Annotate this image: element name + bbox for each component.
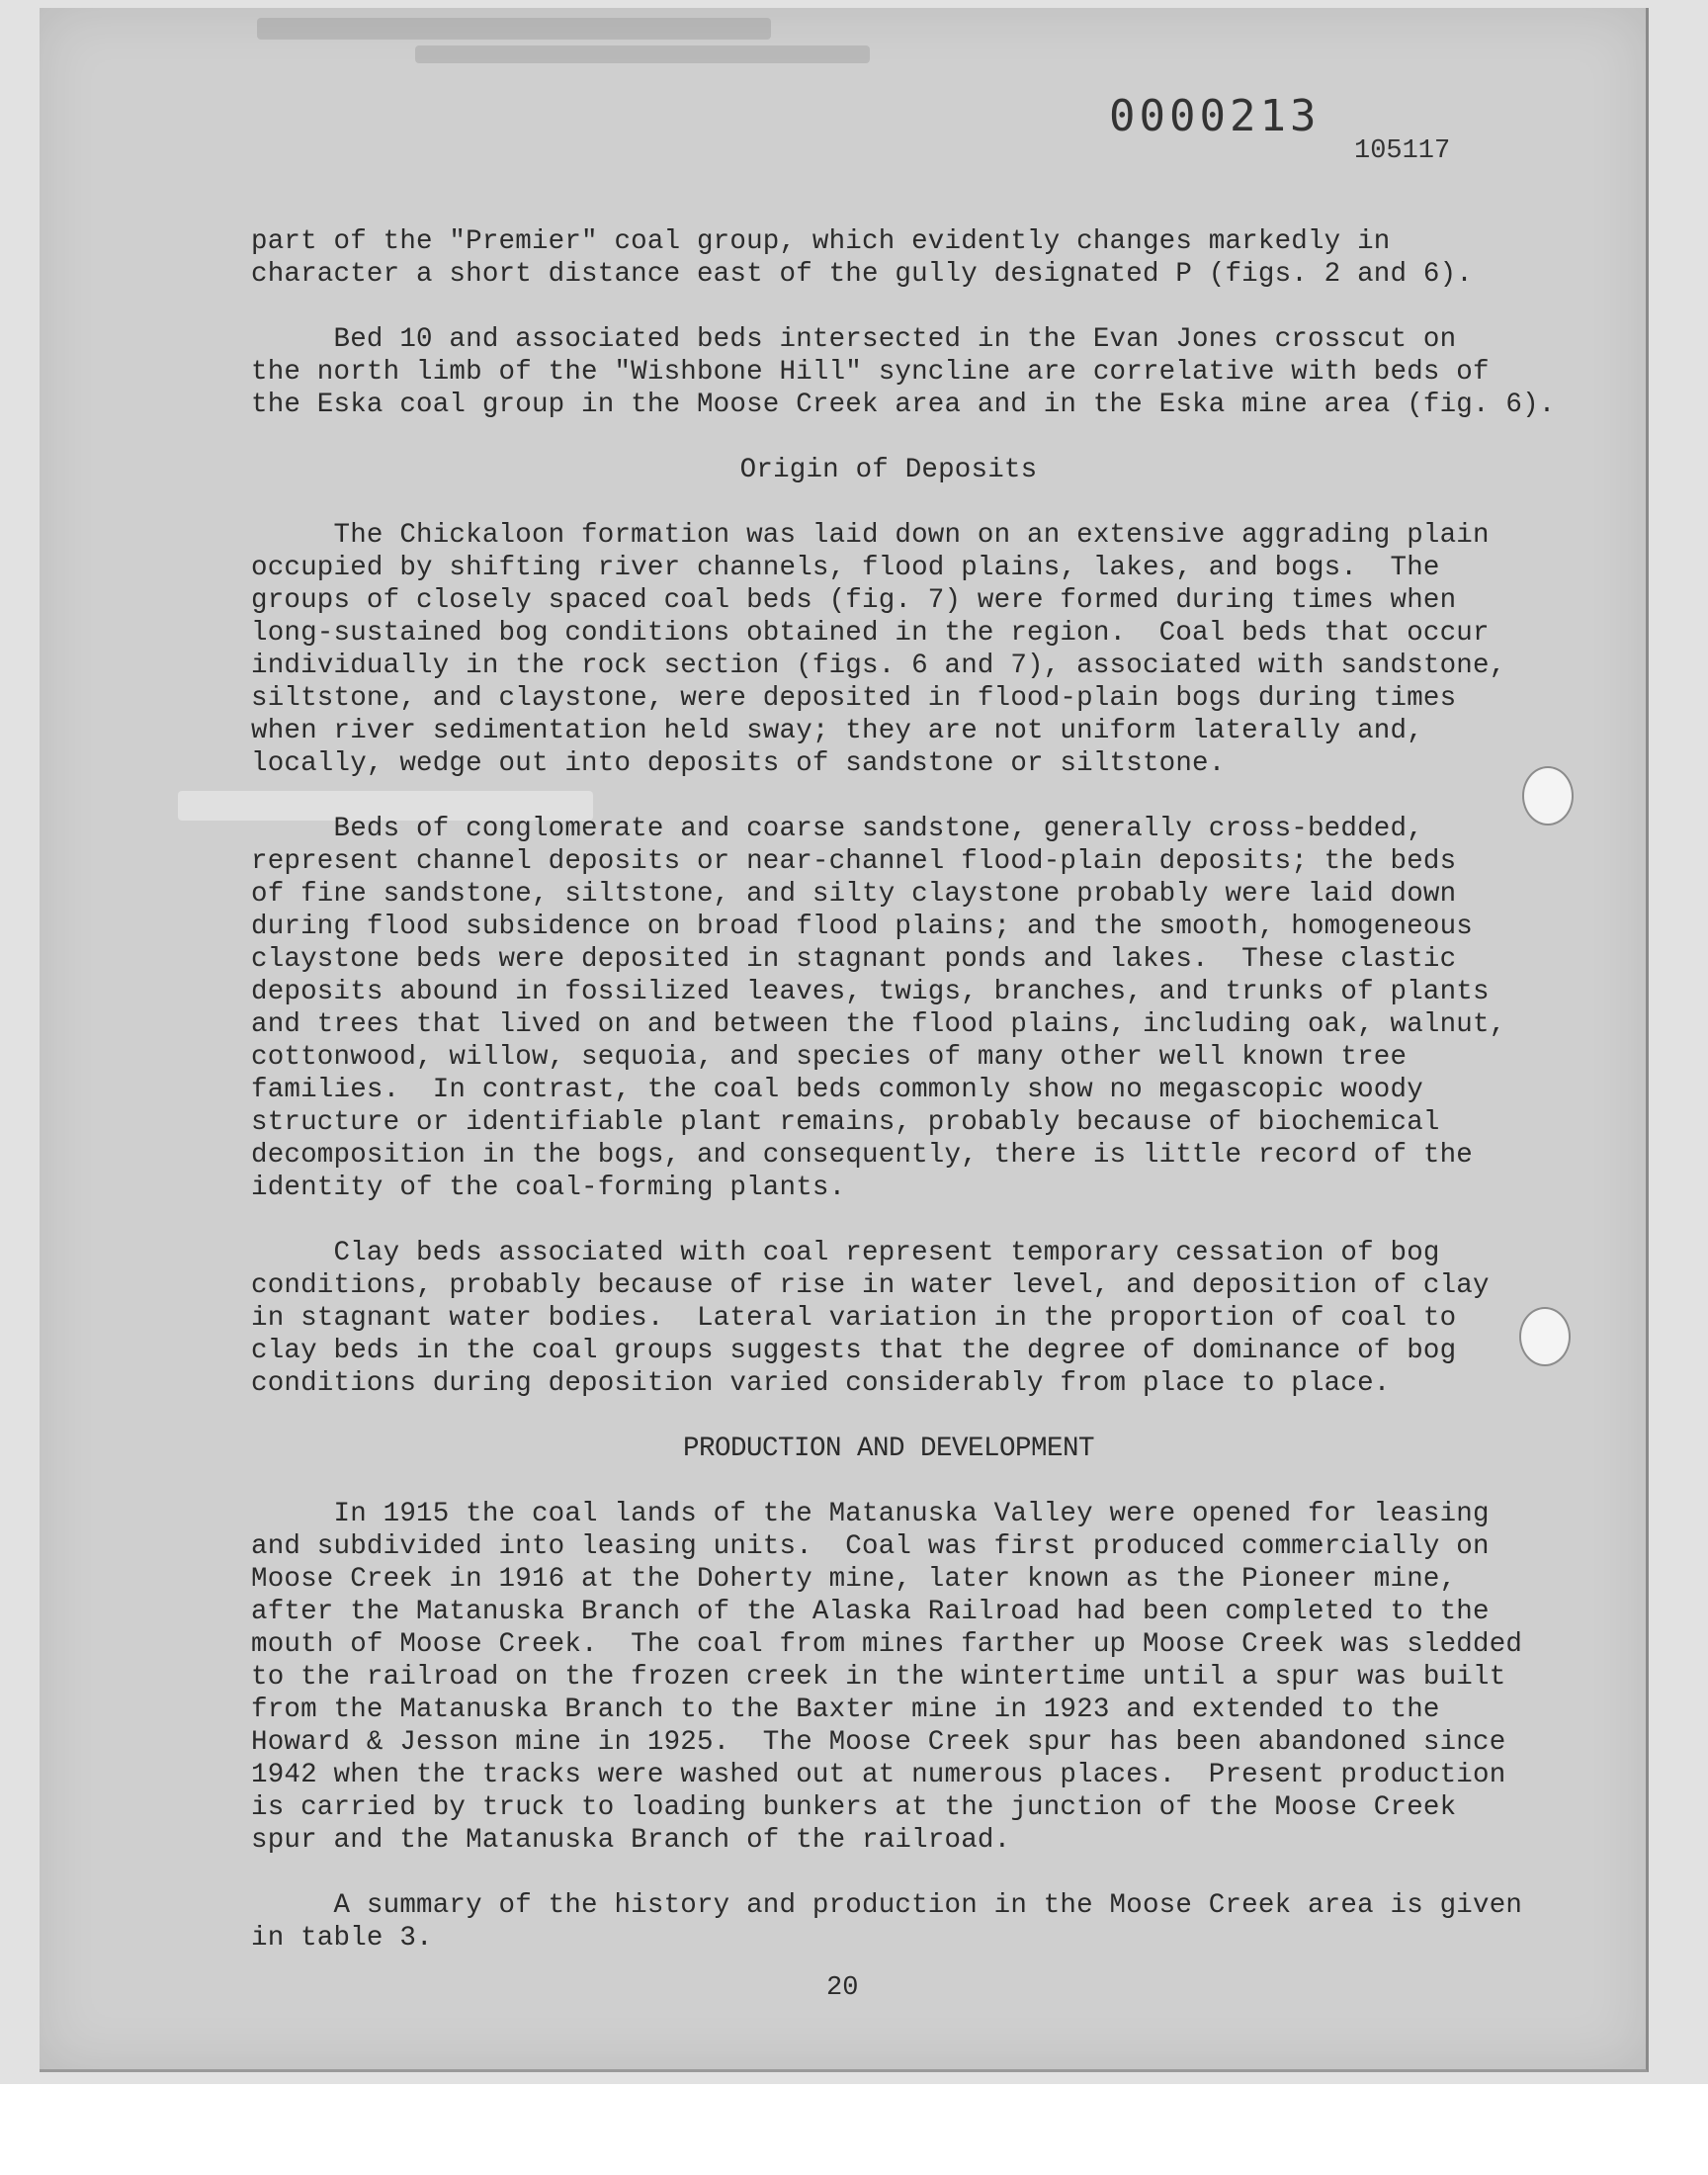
text-line: A summary of the history and production in the Moose Creek area is given — [251, 1890, 1523, 1921]
reference-number: 105117 — [1354, 136, 1451, 166]
text-line: spur and the Matanuska Branch of the railroad. — [251, 1825, 1011, 1856]
text-line: conditions, probably because of rise in water level, and deposition of clay — [251, 1270, 1490, 1301]
page-number: 20 — [826, 1973, 859, 2003]
paragraph — [251, 1889, 1526, 1955]
text-line: Moose Creek in 1916 at the Doherty mine, later known as the Pioneer mine, — [251, 1564, 1457, 1595]
text-line: clay beds in the coal groups suggests that the degree of dominance of bog — [251, 1336, 1457, 1366]
text-line: after the Matanuska Branch of the Alaska Railroad had been completed to the — [251, 1597, 1490, 1627]
punch-hole — [1519, 1307, 1571, 1366]
text-line: In 1915 the coal lands of the Matanuska Valley were opened for leasing — [251, 1499, 1490, 1529]
text-line: in table 3. — [251, 1923, 433, 1954]
text-line: groups of closely spaced coal beds (fig. 7) were formed during times when — [251, 585, 1457, 616]
text-line: The Chickaloon formation was laid down on an extensive aggrading plain — [251, 520, 1490, 551]
text-line: the north limb of the "Wishbone Hill" syncline are correlative with beds of — [251, 357, 1490, 388]
text-line: claystone beds were deposited in stagnant ponds and lakes. These clastic — [251, 944, 1457, 975]
text-line: cottonwood, willow, sequoia, and species of many other well known tree — [251, 1042, 1408, 1073]
text-line: occupied by shifting river channels, flood plains, lakes, and bogs. The — [251, 553, 1440, 583]
text-line: locally, wedge out into deposits of sandstone or siltstone. — [251, 748, 1226, 779]
paragraph — [251, 813, 1526, 1204]
text-line: identity of the coal-forming plants. — [251, 1173, 846, 1203]
text-line: Bed 10 and associated beds intersected in the Evan Jones crosscut on — [251, 324, 1457, 355]
punch-hole — [1522, 766, 1574, 826]
text-line: when river sedimentation held sway; they are not uniform laterally and, — [251, 716, 1423, 746]
text-line: Clay beds associated with coal represent temporary cessation of bog — [251, 1238, 1440, 1268]
text-line: Beds of conglomerate and coarse sandstone, generally cross-bedded, — [251, 814, 1423, 844]
paragraph — [251, 323, 1556, 421]
header-smudge — [257, 18, 771, 40]
text-line: is carried by truck to loading bunkers at the junction of the Moose Creek — [251, 1792, 1457, 1823]
text-line: during flood subsidence on broad flood plains; and the smooth, homogeneous — [251, 912, 1473, 942]
document-number-stamp: 0000213 — [1109, 91, 1321, 141]
text-line: structure or identifiable plant remains, probably because of biochemical — [251, 1107, 1440, 1138]
scan-bottom-margin — [0, 2084, 1708, 2175]
text-line: and trees that lived on and between the flood plains, including oak, walnut, — [251, 1009, 1506, 1040]
text-line: in stagnant water bodies. Lateral variation in the proportion of coal to — [251, 1303, 1457, 1334]
paragraph — [251, 225, 1526, 291]
text-line: 1942 when the tracks were washed out at numerous places. Present production — [251, 1760, 1506, 1790]
text-line: families. In contrast, the coal beds commonly show no megascopic woody — [251, 1075, 1423, 1105]
paragraph — [251, 1237, 1526, 1400]
text-line: conditions during deposition varied considerably from place to place. — [251, 1368, 1391, 1399]
text-line: to the railroad on the frozen creek in the wintertime until a spur was built — [251, 1662, 1506, 1693]
header-smudge — [415, 45, 870, 63]
text-line: from the Matanuska Branch to the Baxter mine in 1923 and extended to the — [251, 1695, 1440, 1725]
text-line: and subdivided into leasing units. Coal was first produced commercially on — [251, 1531, 1490, 1562]
text-line: decomposition in the bogs, and consequently, there is little record of the — [251, 1140, 1473, 1171]
section-heading: Origin of Deposits — [739, 455, 1038, 485]
text-line: represent channel deposits or near-channel flood-plain deposits; the beds — [251, 846, 1457, 877]
text-line: long-sustained bog conditions obtained in the region. Coal beds that occur — [251, 618, 1490, 649]
text-line: Howard & Jesson mine in 1925. The Moose Creek spur has been abandoned since — [251, 1727, 1506, 1758]
text-line: mouth of Moose Creek. The coal from mines farther up Moose Creek was sledded — [251, 1629, 1523, 1660]
paragraph — [251, 519, 1526, 780]
text-line: character a short distance east of the gully designated P (figs. 2 and 6). — [251, 259, 1473, 290]
paragraph — [251, 1498, 1526, 1857]
section-heading: PRODUCTION AND DEVELOPMENT — [682, 1434, 1095, 1464]
text-line: individually in the rock section (figs. 6 and 7), associated with sandstone, — [251, 651, 1506, 681]
text-line: part of the "Premier" coal group, which evidently changes markedly in — [251, 226, 1391, 257]
text-line: the Eska coal group in the Moose Creek area and in the Eska mine area (fig. 6). — [251, 390, 1556, 420]
text-line: of fine sandstone, siltstone, and silty claystone probably were laid down — [251, 879, 1457, 910]
text-line: deposits abound in fossilized leaves, twigs, branches, and trunks of plants — [251, 977, 1490, 1007]
body-text — [251, 225, 1556, 1987]
text-line: siltstone, and claystone, were deposited in flood-plain bogs during times — [251, 683, 1457, 714]
